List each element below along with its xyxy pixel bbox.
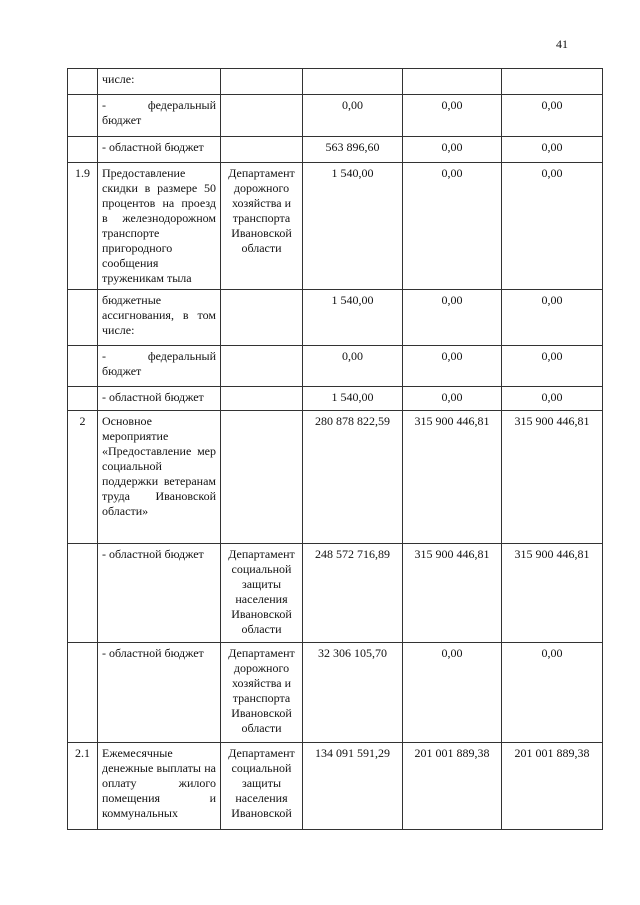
row-executor: Департамент дорожного хозяйства и транспорта Ивановской области	[221, 643, 303, 743]
table-row	[68, 290, 603, 346]
row-year1-value: 248 572 716,89	[303, 544, 403, 643]
row-year2-value: 0,00	[403, 95, 502, 137]
row-year3-value	[502, 69, 603, 95]
row-year3-value: 201 001 889,38	[502, 743, 603, 830]
row-executor	[221, 411, 303, 544]
row-year2-value: 0,00	[403, 290, 502, 346]
row-code: 1.9	[68, 163, 98, 290]
row-year1-value: 32 306 105,70	[303, 643, 403, 743]
row-year1-value: 1 540,00	[303, 290, 403, 346]
row-year2-value: 0,00	[403, 643, 502, 743]
row-year3-value: 0,00	[502, 137, 603, 163]
row-executor	[221, 95, 303, 137]
row-year1-value: 0,00	[303, 346, 403, 387]
table-row	[68, 95, 603, 137]
row-executor: Департамент дорожного хозяйства и транспорта Ивановской области	[221, 163, 303, 290]
row-year1-value: 563 896,60	[303, 137, 403, 163]
table-row	[68, 387, 603, 411]
row-name: - федеральный бюджет	[98, 95, 221, 137]
row-year3-value: 0,00	[502, 643, 603, 743]
row-year2-value: 0,00	[403, 163, 502, 290]
table-row	[68, 69, 603, 95]
row-year2-value	[403, 69, 502, 95]
row-executor: Департамент социальной защиты населения Ивановской области	[221, 544, 303, 643]
table-row	[68, 411, 603, 544]
table-row	[68, 743, 603, 830]
row-year1-value: 134 091 591,29	[303, 743, 403, 830]
row-year2-value: 0,00	[403, 387, 502, 411]
row-code	[68, 290, 98, 346]
row-executor	[221, 137, 303, 163]
row-year3-value: 0,00	[502, 163, 603, 290]
row-name: Ежемесячные денежные выплаты на оплату жилого помещения и коммунальных	[98, 743, 221, 830]
row-name: Основное мероприятие «Предоставление мер социальной поддержки ветеранам труда Ивановской области»	[98, 411, 221, 544]
table-row	[68, 643, 603, 743]
table-row	[68, 544, 603, 643]
row-executor	[221, 290, 303, 346]
row-year3-value: 0,00	[502, 95, 603, 137]
row-year1-value: 0,00	[303, 95, 403, 137]
page-number: 41	[556, 37, 568, 51]
row-name: числе:	[98, 69, 221, 95]
row-year1-value	[303, 69, 403, 95]
table-row	[68, 137, 603, 163]
row-code	[68, 137, 98, 163]
row-year3-value: 0,00	[502, 346, 603, 387]
row-year2-value: 0,00	[403, 137, 502, 163]
row-year2-value: 315 900 446,81	[403, 411, 502, 544]
row-code	[68, 95, 98, 137]
row-code: 2	[68, 411, 98, 544]
row-year2-value: 0,00	[403, 346, 502, 387]
row-executor	[221, 69, 303, 95]
row-name: - федеральный бюджет	[98, 346, 221, 387]
table-row	[68, 163, 603, 290]
budget-table	[67, 68, 603, 830]
row-year1-value: 1 540,00	[303, 163, 403, 290]
row-year2-value: 201 001 889,38	[403, 743, 502, 830]
row-year3-value: 315 900 446,81	[502, 544, 603, 643]
row-executor: Департамент социальной защиты населения Ивановской	[221, 743, 303, 830]
row-name: - областной бюджет	[98, 387, 221, 411]
row-name: Предоставление скидки в размере 50 процентов на проезд в железнодорожном транспорте пригородного сообщения труженикам тыла	[98, 163, 221, 290]
row-code	[68, 387, 98, 411]
row-year3-value: 0,00	[502, 290, 603, 346]
row-year1-value: 1 540,00	[303, 387, 403, 411]
row-year3-value: 0,00	[502, 387, 603, 411]
row-name: - областной бюджет	[98, 643, 221, 743]
row-year2-value: 315 900 446,81	[403, 544, 502, 643]
row-year1-value: 280 878 822,59	[303, 411, 403, 544]
row-code	[68, 69, 98, 95]
table-row	[68, 346, 603, 387]
row-code	[68, 643, 98, 743]
row-name: - областной бюджет	[98, 544, 221, 643]
row-executor	[221, 387, 303, 411]
row-name: бюджетные ассигнования, в том числе:	[98, 290, 221, 346]
row-code	[68, 346, 98, 387]
row-name: - областной бюджет	[98, 137, 221, 163]
row-year3-value: 315 900 446,81	[502, 411, 603, 544]
row-code	[68, 544, 98, 643]
row-executor	[221, 346, 303, 387]
row-code: 2.1	[68, 743, 98, 830]
